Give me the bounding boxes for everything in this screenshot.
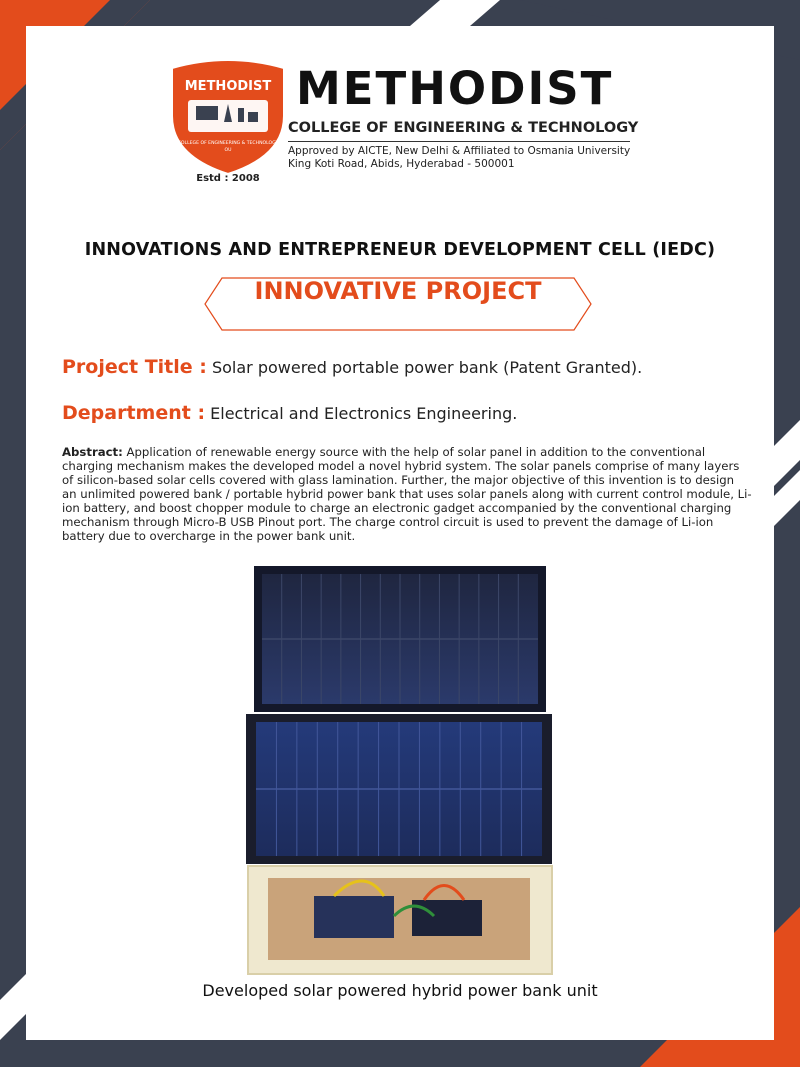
logo-subtext-2: OU xyxy=(224,148,232,153)
department-row xyxy=(62,402,517,424)
address-text: King Koti Road, Abids, Hyderabad - 500001 xyxy=(288,158,515,170)
department-label: Department : xyxy=(62,402,206,424)
photo-caption: Developed solar powered hybrid power bank unit xyxy=(202,981,598,1000)
project-title-value: Solar powered portable power bank (Patent Granted). xyxy=(211,358,643,377)
logo-subtext: COLLEGE OF ENGINEERING & TECHNOLOGY xyxy=(177,141,279,146)
department-value: Electrical and Electronics Engineering. xyxy=(210,404,518,423)
ribbon-banner xyxy=(204,277,592,331)
solar-power-bank-image xyxy=(244,566,556,978)
abstract-label: Abstract: xyxy=(62,445,123,459)
ribbon-label: INNOVATIVE PROJECT xyxy=(254,277,542,305)
power-bank-photo xyxy=(244,566,556,978)
project-title-label: Project Title : xyxy=(62,356,207,378)
established-year: Estd : 2008 xyxy=(196,173,260,184)
approval-text: Approved by AICTE, New Delhi & Affiliated to Osmania University xyxy=(288,145,631,157)
shield-icon xyxy=(166,52,290,176)
college-subtitle: COLLEGE OF ENGINEERING & TECHNOLOGY xyxy=(288,120,639,136)
college-divider xyxy=(288,141,630,142)
cell-heading: INNOVATIONS AND ENTREPRENEUR DEVELOPMENT CELL (IEDC) xyxy=(84,240,716,260)
project-title-row xyxy=(62,356,642,378)
abstract-paragraph xyxy=(62,445,752,543)
poster-card xyxy=(26,26,774,1040)
abstract-text: Application of renewable energy source with the help of solar panel in addition to the conventional charging mechanism makes the developed model a novel hybrid system. The solar panels comprise of many layers of silicon-based solar cells covered with glass lamination. Further, the major objective of this invention is to design an unlimited powered bank / portable hybrid power bank that uses solar panels along with current control module, Li-ion battery, and boost chopper module to charge an electronic gadget accompanied by the conventional charging mechanism through Micro-B USB Pinout port. The charge control circuit is used to prevent the damage of Li-ion battery due to overcharge in the power bank unit. xyxy=(62,445,752,543)
college-name: METHODIST xyxy=(296,62,614,115)
logo-text: METHODIST xyxy=(184,79,272,94)
college-logo xyxy=(166,52,290,176)
